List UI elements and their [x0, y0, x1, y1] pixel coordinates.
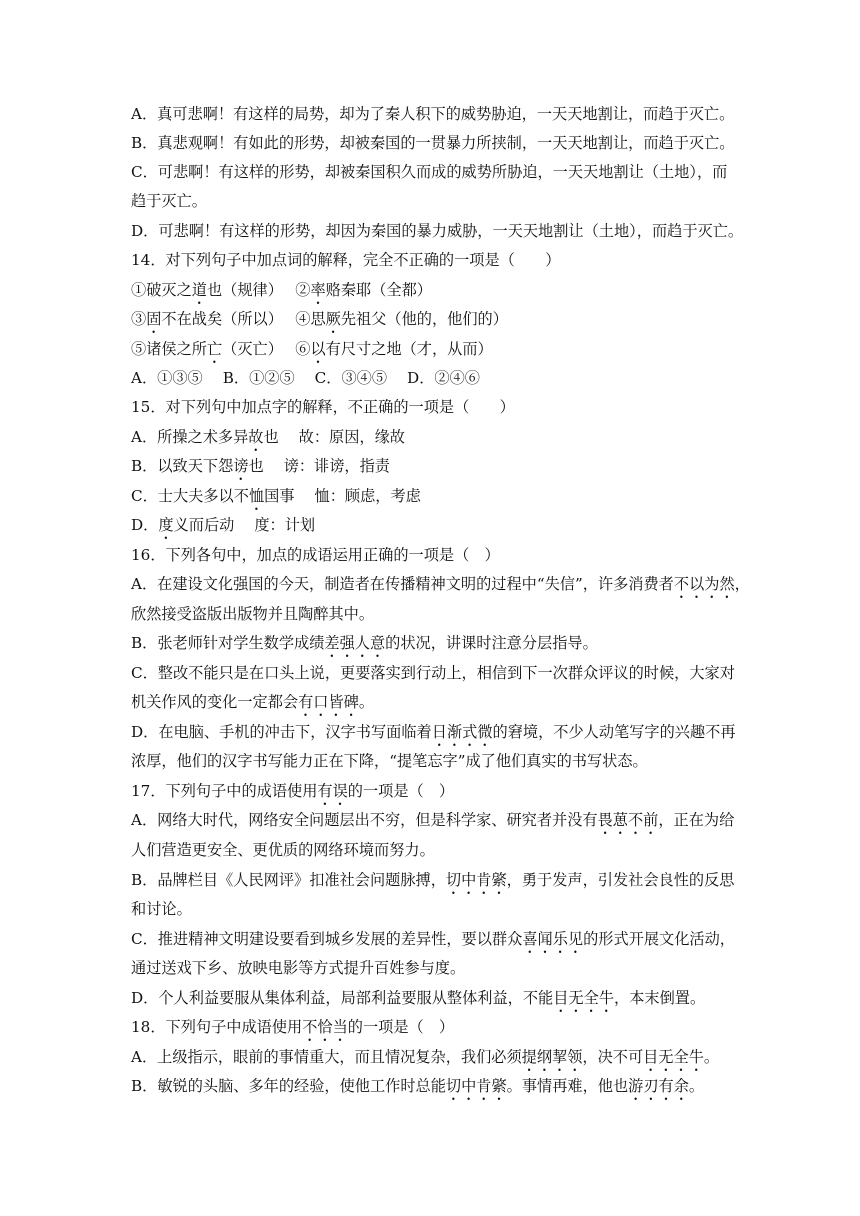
text-segment: ，本末倒置。 [614, 989, 706, 1007]
text-line [131, 840, 741, 860]
dotted-emphasis-text: 亡 [206, 340, 223, 358]
text-segment: ③ [131, 310, 147, 328]
text-segment: A．在建设文化强国的今天，制造者在传播精神文明的过程中“失信”，许多消费者 [131, 575, 674, 593]
text-segment: C．推进精神文明建设要看到城乡发展的差异性，要以群众 [131, 930, 523, 948]
dotted-emphasis-text: 目无全牛 [643, 1048, 704, 1066]
text-segment: B．品牌栏目《人民网评》扣准社会问题脉搏， [131, 871, 446, 889]
text-segment: C．士大夫多以不 [131, 487, 249, 505]
text-segment: 机关作风的变化一定都会 [131, 693, 299, 711]
text-segment: B．敏锐的头脑、多年的经验，使他工作时总能 [131, 1077, 446, 1095]
text-segment: C．可悲啊！有这样的形势，却被秦国积久而成的威势所胁迫，一天天地割让（土地），而 [131, 163, 728, 181]
text-line [131, 988, 741, 1016]
text-segment: 的一项是（ ） [347, 782, 455, 800]
text-segment: D．可悲啊！有这样的形势，却因为秦国的暴力威胁，一天天地割让（土地），而趋于灭亡。 [131, 222, 744, 240]
text-line [131, 899, 741, 919]
text-line [131, 781, 741, 809]
text-segment: 浓厚，他们的汉字书写能力正在下降，“提笔忘字”成了他们真实的书写状态。 [131, 752, 648, 770]
text-line [131, 221, 744, 241]
text-segment: 的一项是（ ） [347, 1018, 455, 1036]
dotted-emphasis-text: 厥 [325, 310, 341, 328]
text-segment: 先祖父（他的，他们的） [340, 310, 508, 328]
text-line [131, 133, 741, 153]
text-segment: （灭亡） ⑥ [222, 340, 311, 358]
text-segment: C．整改不能只是在口头上说，更要落实到行动上，相信到下一次群众评议的时候，大家对 [131, 664, 735, 682]
dotted-emphasis-text: 不恰当 [302, 1018, 348, 1036]
text-line [131, 810, 741, 838]
dotted-emphasis-text: 谤 [233, 457, 249, 475]
text-line [131, 515, 741, 543]
text-segment: 人们营造更安全、更优质的网络环境而努力。 [131, 841, 435, 859]
text-line [131, 751, 741, 771]
text-segment: 不在战矣（所以） ④思 [161, 310, 326, 328]
text-segment: 。 [358, 693, 374, 711]
text-segment: ，正在为给 [658, 811, 735, 829]
dotted-emphasis-text: 道 [191, 281, 207, 299]
text-line [131, 486, 741, 514]
text-segment: 也 谤：诽谤，指责 [248, 457, 390, 475]
dotted-emphasis-text: 游刃有余 [628, 1077, 689, 1095]
text-segment: 。 [703, 1048, 720, 1066]
text-segment: B．真悲观啊！有如此的形势，却被秦国的一贯暴力所挟制，一天天地割让，而趋于灭亡。 [131, 134, 735, 152]
dotted-emphasis-text: 有口皆碑 [298, 693, 359, 711]
text-segment: ，勇于发声，引发社会良性的反思 [506, 871, 735, 889]
text-line [131, 1076, 741, 1104]
text-segment: 的窘境，不少人动笔写字的兴趣不再 [492, 723, 736, 741]
dotted-emphasis-text: 恤 [248, 487, 265, 505]
text-segment: 。事情再难，他也 [506, 1077, 629, 1095]
text-segment: 。 [688, 1077, 705, 1095]
text-segment: 16．下列各句中，加点的成语运用正确的一项是（ ） [131, 546, 500, 564]
text-segment: 欣然接受盗版出版物并且陶醉其中。 [131, 605, 374, 623]
dotted-emphasis-text: 有误 [317, 782, 348, 800]
text-line [131, 574, 750, 602]
text-segment: A．所操之术多异 [131, 428, 249, 446]
text-line [131, 604, 741, 624]
text-line [131, 280, 741, 308]
text-segment: 也（规律） ② [206, 281, 311, 299]
text-line [131, 104, 741, 124]
text-line [131, 456, 741, 484]
dotted-emphasis-text: 日渐式微 [431, 723, 493, 741]
text-line [131, 191, 741, 211]
text-segment: 14．对下列句子中加点词的解释，完全不正确的一项是（ ） [131, 251, 561, 269]
dotted-emphasis-text: 喜闻乐见 [522, 930, 584, 948]
text-line [131, 545, 741, 565]
text-line [131, 397, 741, 417]
text-segment: ⑤诸侯之所 [131, 340, 207, 358]
text-segment: B．张老师针对学生数学成绩 [131, 634, 325, 652]
dotted-emphasis-text: 差强人意 [324, 634, 386, 652]
text-segment: D．个人利益要服从集体利益，局部利益要服从整体利益，不能 [131, 989, 554, 1007]
text-line [131, 339, 741, 367]
dotted-emphasis-text: 固 [146, 310, 162, 328]
dotted-emphasis-text: 切中肯綮 [445, 1077, 507, 1095]
text-segment: A．①③⑤ B．①②⑤ C．③④⑤ D．②④⑥ [131, 369, 480, 387]
text-segment: 趋于灭亡。 [131, 192, 207, 210]
text-line [131, 663, 741, 683]
text-line [131, 722, 741, 750]
dotted-emphasis-text: 切中肯綮 [445, 871, 507, 889]
text-line [131, 427, 741, 455]
text-segment: D．在电脑、手机的冲击下，汉字书写面临着 [131, 723, 432, 741]
text-segment: 和讨论。 [131, 900, 192, 918]
text-segment: 的形式开展文化活动， [583, 930, 735, 948]
text-segment: 18．下列句子中成语使用 [131, 1018, 303, 1036]
text-segment: A．网络大时代，网络安全问题层出不穷，但是科学家、研究者并没有 [131, 811, 598, 829]
text-line [131, 162, 741, 182]
dotted-emphasis-text: 提纲挈领 [521, 1048, 583, 1066]
text-segment: 也 故：原因，缘故 [263, 428, 405, 446]
text-segment: D． [131, 516, 159, 534]
text-segment: 赂秦耶（全都） [325, 281, 432, 299]
text-segment: 义而后动 度：计划 [173, 516, 316, 534]
text-segment: 的状况，讲课时注意分层指导。 [385, 634, 598, 652]
dotted-emphasis-text: 以 [310, 340, 326, 358]
dotted-emphasis-text: 不以为然 [673, 575, 735, 593]
text-segment: 国事 恤：顾虑，考虑 [264, 487, 421, 505]
text-line [131, 870, 741, 898]
text-line [131, 309, 741, 337]
text-segment: A．真可悲啊！有这样的局势，却为了秦人积下的威势胁迫，一天天地割让，而趋于灭亡。 [131, 105, 735, 123]
text-segment: 15．对下列句中加点字的解释，不正确的一项是（ ） [131, 398, 515, 416]
dotted-emphasis-text: 目无全牛 [553, 989, 614, 1007]
text-segment: 有尺寸之地（才，从而） [325, 340, 493, 358]
text-line [131, 368, 741, 388]
dotted-emphasis-text: 故 [248, 428, 264, 446]
dotted-emphasis-text: 率 [310, 281, 326, 299]
text-segment: A．上级指示，眼前的事情重大，而且情况复杂，我们必须 [131, 1048, 522, 1066]
text-line [131, 692, 741, 720]
text-segment: 通过送戏下乡、放映电影等方式提升百姓参与度。 [131, 959, 466, 977]
text-line [131, 1047, 741, 1075]
text-segment: ，决不可 [582, 1048, 644, 1066]
text-segment: 17．下列句子中的成语使用 [131, 782, 318, 800]
text-line [131, 1017, 741, 1045]
text-line [131, 958, 741, 978]
text-segment: ①破灭之 [131, 281, 192, 299]
text-segment: ， [734, 575, 750, 593]
text-segment: B．以致天下怨 [131, 457, 234, 475]
text-line [131, 250, 741, 270]
dotted-emphasis-text: 畏葸不前 [597, 811, 659, 829]
text-line [131, 633, 741, 661]
dotted-emphasis-text: 度 [158, 516, 174, 534]
text-line [131, 929, 741, 957]
